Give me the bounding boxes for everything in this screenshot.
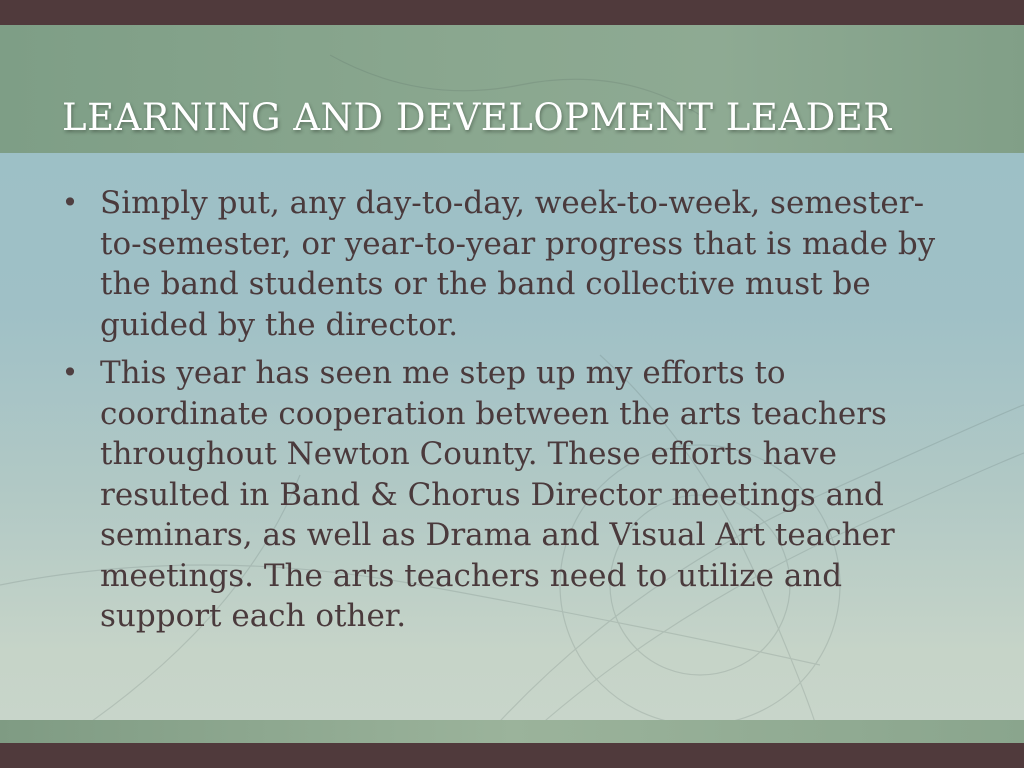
bottom-band xyxy=(0,720,1024,743)
bullet-item xyxy=(58,183,958,345)
bullet-text: This year has seen me step up my efforts to coordinate cooperation between the arts teachers throughout Newton County. These efforts have resulted in Band & Chorus Director meetings and seminars, as well as Drama and Visual Art teacher meetings. The arts teachers need to utilize and support each other. xyxy=(100,355,895,634)
bullet-marker: • xyxy=(61,186,79,219)
bullet-marker: • xyxy=(61,356,79,389)
slide-title: LEARNING AND DEVELOPMENT LEADER xyxy=(62,96,892,139)
bottom-frame-bar xyxy=(0,743,1024,768)
top-frame-bar xyxy=(0,0,1024,25)
bullet-item xyxy=(58,353,958,637)
bullet-list xyxy=(58,183,958,645)
bullet-text: Simply put, any day-to-day, week-to-week, semester-to-semester, or year-to-year progress that is made by the band students or the band collective must be guided by the director. xyxy=(100,185,936,343)
